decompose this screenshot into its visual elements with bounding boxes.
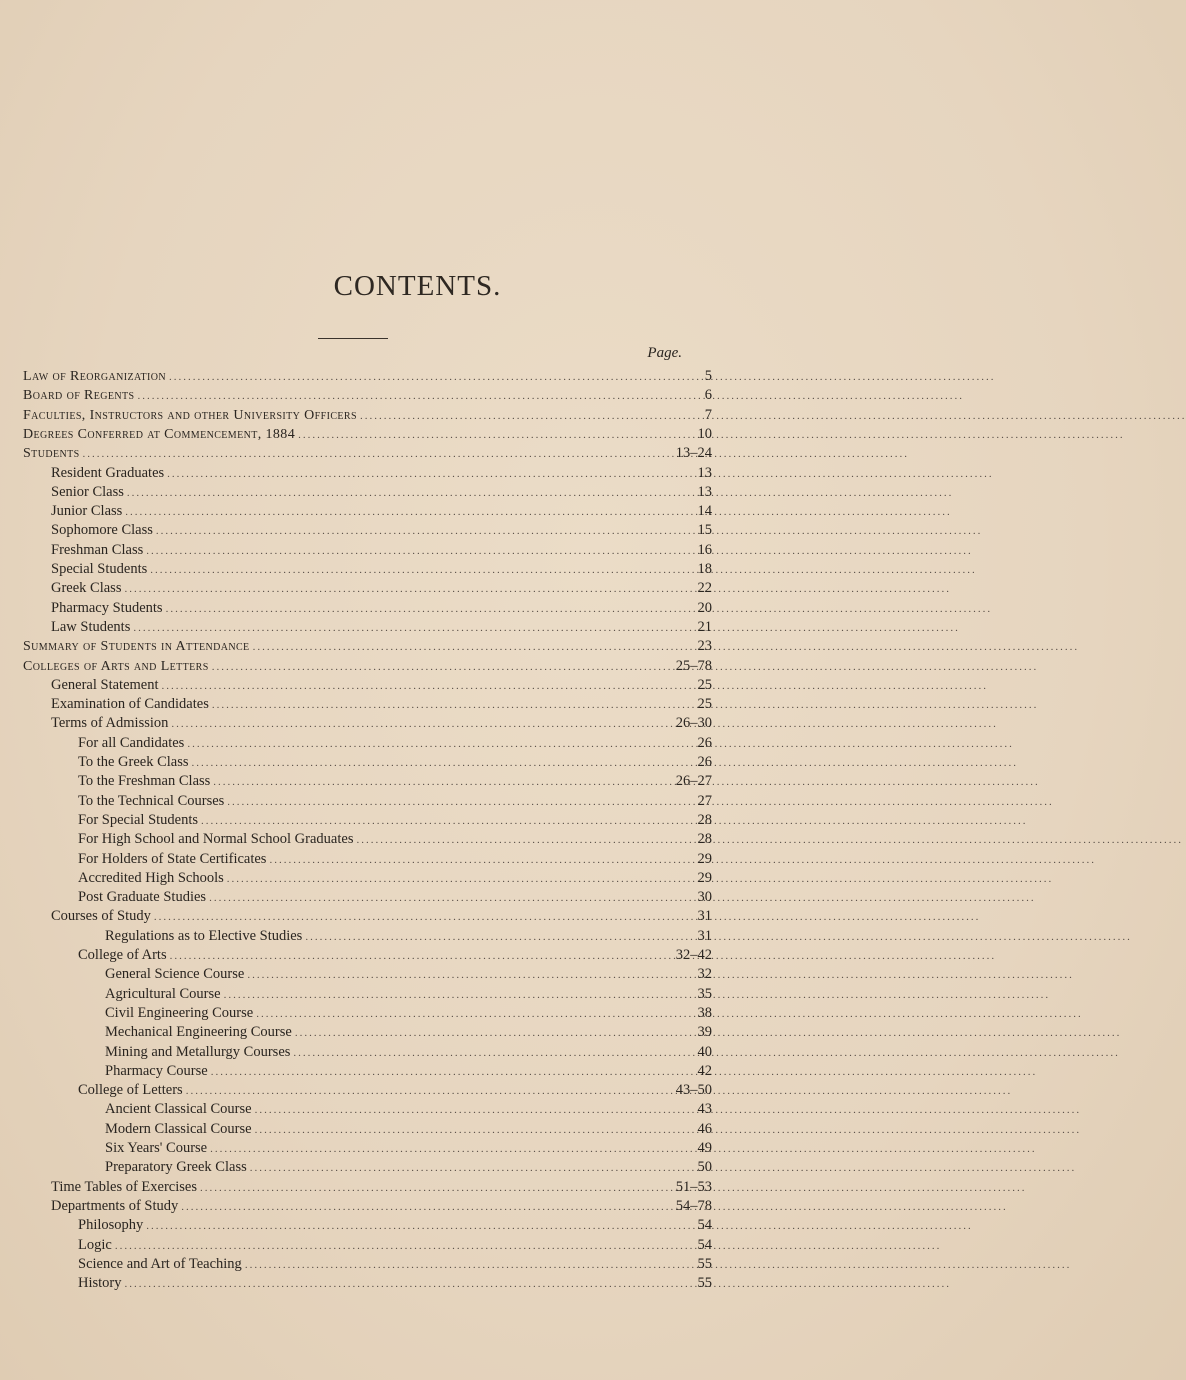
toc-entry [78, 734, 712, 753]
toc-entry [105, 1004, 712, 1023]
toc-entry-label: Law Students [51, 618, 131, 635]
toc-entry-label: Students [23, 446, 80, 462]
toc-entry-page: 6 [704, 387, 712, 404]
toc-entry-label: Resident Graduates [51, 464, 165, 481]
toc-entry-page: 25 [697, 696, 712, 713]
toc-entry-page: 55 [697, 1275, 712, 1292]
toc-entry [51, 541, 712, 560]
toc-entry [23, 367, 712, 386]
toc-entry-label: Colleges of Arts and Letters [23, 658, 209, 674]
toc-entry [78, 753, 712, 772]
toc-entry-label: Degrees Conferred at Commencement, 1884 [23, 426, 296, 442]
dot-leader [213, 773, 1040, 792]
toc-entry-label: Agricultural Course [105, 985, 221, 1002]
toc-entry [78, 1216, 712, 1235]
page-title: CONTENTS. [333, 270, 502, 302]
toc-entry-page: 26–30 [675, 715, 712, 732]
toc-entry-label: Examination of Candidates [51, 696, 209, 713]
toc-entry-label: Civil Engineering Course [105, 1004, 254, 1021]
toc-entry [105, 1158, 712, 1177]
dot-leader [209, 889, 1036, 908]
toc-entry-label: General Science Course [105, 966, 245, 983]
dot-leader [356, 831, 1183, 850]
toc-entry [51, 907, 712, 926]
toc-entry-page: 54 [697, 1236, 712, 1253]
toc-entry-page: 26–27 [675, 773, 712, 790]
toc-entry [51, 714, 712, 733]
toc-entry [51, 464, 712, 483]
toc-entry-page: 14 [697, 503, 712, 520]
toc-entry-label: Courses of Study [51, 908, 151, 925]
toc-entry-label: Logic [78, 1236, 112, 1253]
toc-entry-page: 13 [697, 483, 712, 500]
toc-entry-label: Faculties, Instructors and other University Officers [23, 407, 357, 423]
toc-entry-label: Pharmacy Course [105, 1062, 208, 1079]
toc-entry-page: 54–78 [675, 1197, 712, 1214]
toc-entry-page: 30 [697, 889, 712, 906]
toc-entry-page: 16 [697, 541, 712, 558]
toc-entry-label: Freshman Class [51, 541, 144, 558]
toc-entry-page: 49 [697, 1140, 712, 1156]
toc-entry-label: Sophomore Class [51, 522, 153, 539]
toc-entry [105, 927, 712, 946]
dot-leader [192, 754, 1019, 773]
toc-entry-label: To the Technical Courses [78, 792, 225, 809]
dot-leader [167, 465, 994, 484]
dot-leader [150, 561, 977, 580]
dot-leader [124, 580, 951, 599]
toc-entry-label: For all Candidates [78, 734, 185, 751]
toc-entry-page: 20 [697, 599, 712, 616]
toc-entry [105, 1139, 712, 1158]
page-column-header: Page. [647, 345, 682, 361]
toc-entry-label: Senior Class [51, 483, 124, 500]
dot-leader [212, 696, 1039, 715]
dot-leader [169, 368, 996, 387]
toc-entry [105, 965, 712, 984]
toc-entry-page: 28 [697, 831, 712, 848]
dot-leader [247, 966, 1074, 985]
toc-entry [23, 657, 712, 676]
toc-entry-label: Terms of Admission [51, 715, 169, 732]
dot-leader [200, 1179, 1027, 1198]
toc-entry [51, 695, 712, 714]
toc-entry-label: Accredited High Schools [78, 869, 224, 886]
dot-leader [115, 1237, 942, 1256]
toc-entry-label: To the Greek Class [78, 754, 189, 770]
toc-entry [78, 1274, 712, 1293]
toc-entry-label: College of Letters [78, 1082, 183, 1099]
toc-entry-page: 13 [697, 464, 712, 481]
toc-entry [51, 483, 712, 502]
toc-entry-page: 32 [697, 966, 712, 983]
dot-leader [212, 658, 1039, 677]
toc-entry-label: Modern Classical Course [105, 1120, 252, 1137]
toc-entry-label: Board of Regents [23, 388, 135, 404]
toc-entry-label: Ancient Classical Course [105, 1101, 252, 1118]
toc-entry-label: For High School and Normal School Graduates [78, 831, 354, 848]
toc-entry-label: Pharmacy Students [51, 599, 163, 616]
toc-entry-label: To the Freshman Class [78, 773, 211, 790]
toc-entry [78, 888, 712, 907]
dot-leader [171, 715, 998, 734]
toc-entry-page: 51–53 [675, 1178, 712, 1195]
dot-leader [166, 600, 993, 619]
toc-entry [51, 560, 712, 579]
toc-entry-page: 29 [697, 869, 712, 886]
toc-entry-page: 38 [697, 1004, 712, 1021]
dot-leader [138, 387, 965, 406]
toc-entry-label: Preparatory Greek Class [105, 1159, 247, 1176]
dot-leader [125, 503, 952, 522]
toc-entry [23, 386, 712, 405]
toc-entry-page: 10 [697, 425, 712, 442]
dot-leader [227, 870, 1054, 889]
dot-leader [162, 677, 989, 696]
toc-entry [105, 1023, 712, 1042]
toc-entry [105, 1100, 712, 1119]
dot-leader [187, 735, 1014, 754]
toc-entry-label: Departments of Study [51, 1197, 179, 1214]
toc-entry-label: For Holders of State Certificates [78, 850, 267, 867]
toc-entry-page: 25–78 [675, 657, 712, 674]
toc-entry-page: 43–50 [675, 1082, 712, 1099]
dot-leader [154, 908, 981, 927]
toc-entry [105, 985, 712, 1004]
toc-entry [78, 792, 712, 811]
toc-entry-label: Six Years' Course [105, 1140, 208, 1156]
toc-entry-label: Regulations as to Elective Studies [105, 927, 303, 944]
dot-leader [156, 522, 983, 541]
toc-entry-page: 31 [697, 927, 712, 944]
toc-entry-label: Law of Reorganization [23, 369, 167, 384]
dot-leader [181, 1198, 1008, 1217]
toc-entry-page: 27 [697, 792, 712, 809]
dot-leader [211, 1063, 1038, 1082]
dot-leader [224, 986, 1051, 1005]
toc-entry-page: 5 [704, 368, 712, 384]
toc-entry [78, 850, 712, 869]
toc-entry-page: 50 [697, 1159, 712, 1176]
toc-entry-page: 54 [697, 1217, 712, 1234]
toc-entry-label: Junior Class [51, 503, 123, 520]
toc-entry-page: 15 [697, 522, 712, 539]
toc-entry [51, 579, 712, 598]
toc-entry [51, 502, 712, 521]
dot-leader [245, 1256, 1072, 1275]
toc-entry [51, 1178, 712, 1197]
toc-entry [51, 521, 712, 540]
toc-entry-page: 7 [704, 406, 712, 423]
toc-entry-label: General Statement [51, 676, 159, 693]
dot-leader [360, 407, 1186, 426]
dot-leader [133, 619, 960, 638]
toc-entry-page: 25 [697, 676, 712, 693]
dot-leader [170, 947, 997, 966]
toc-entry [78, 830, 712, 849]
dot-leader [201, 812, 1028, 831]
toc-entry-page: 23 [697, 638, 712, 655]
toc-entry-page: 21 [697, 618, 712, 635]
toc-entry [78, 772, 712, 791]
dot-leader [125, 1275, 952, 1294]
toc-entry-page: 26 [697, 754, 712, 770]
toc-entry-page: 42 [697, 1062, 712, 1079]
dot-leader [83, 445, 910, 464]
toc-entry [78, 1236, 712, 1255]
toc-entry [23, 444, 712, 463]
toc-entry [51, 599, 712, 618]
toc-entry-page: 43 [697, 1101, 712, 1118]
toc-entry-label: Philosophy [78, 1217, 144, 1234]
toc-entry [23, 637, 712, 656]
toc-entry-page: 39 [697, 1024, 712, 1041]
toc-entry [51, 676, 712, 695]
toc-entry-page: 32–42 [675, 947, 712, 963]
toc-entry [105, 1062, 712, 1081]
toc-entry-page: 22 [697, 580, 712, 597]
toc-entry [105, 1043, 712, 1062]
toc-entry-page: 26 [697, 734, 712, 751]
toc-entry [23, 425, 712, 444]
toc-entry-label: Mining and Metallurgy Courses [105, 1043, 291, 1060]
title-rule [318, 338, 388, 339]
dot-leader [210, 1140, 1037, 1159]
dot-leader [227, 793, 1054, 812]
toc-entry-page: 31 [697, 908, 712, 925]
toc-entry-label: Greek Class [51, 580, 122, 597]
toc-entry-label: Time Tables of Exercises [51, 1178, 197, 1195]
toc-entry-label: Science and Art of Teaching [78, 1255, 242, 1272]
toc-entry-label: Post Graduate Studies [78, 889, 207, 906]
toc-entry [78, 1081, 712, 1100]
toc-entry [23, 406, 712, 425]
toc-entry-label: Mechanical Engineering Course [105, 1024, 292, 1041]
toc-entry-page: 55 [697, 1255, 712, 1272]
toc-entry-page: 35 [697, 985, 712, 1002]
toc-entry-page: 29 [697, 850, 712, 867]
dot-leader [146, 542, 973, 561]
toc-entry [78, 1255, 712, 1274]
dot-leader [186, 1082, 1013, 1101]
dot-leader [146, 1217, 973, 1236]
toc-entry-label: College of Arts [78, 947, 167, 963]
toc-entry-label: For Special Students [78, 811, 199, 828]
toc-entry-page: 40 [697, 1043, 712, 1060]
toc-entry-label: History [78, 1275, 122, 1292]
toc-entry-page: 46 [697, 1120, 712, 1137]
toc-entry-page: 28 [697, 811, 712, 828]
toc-entry-page: 13–24 [675, 445, 712, 462]
toc-entry [78, 869, 712, 888]
dot-leader [305, 928, 1132, 947]
toc-entry [51, 1197, 712, 1216]
toc-entry [105, 1120, 712, 1139]
toc-entry [78, 946, 712, 965]
toc-entry-page: 18 [697, 561, 712, 577]
toc-entry-label: Summary of Students in Attendance [23, 639, 250, 655]
toc-entry [51, 618, 712, 637]
toc-entry-label: Special Students [51, 561, 148, 577]
dot-leader [127, 484, 954, 503]
toc-entry [78, 811, 712, 830]
